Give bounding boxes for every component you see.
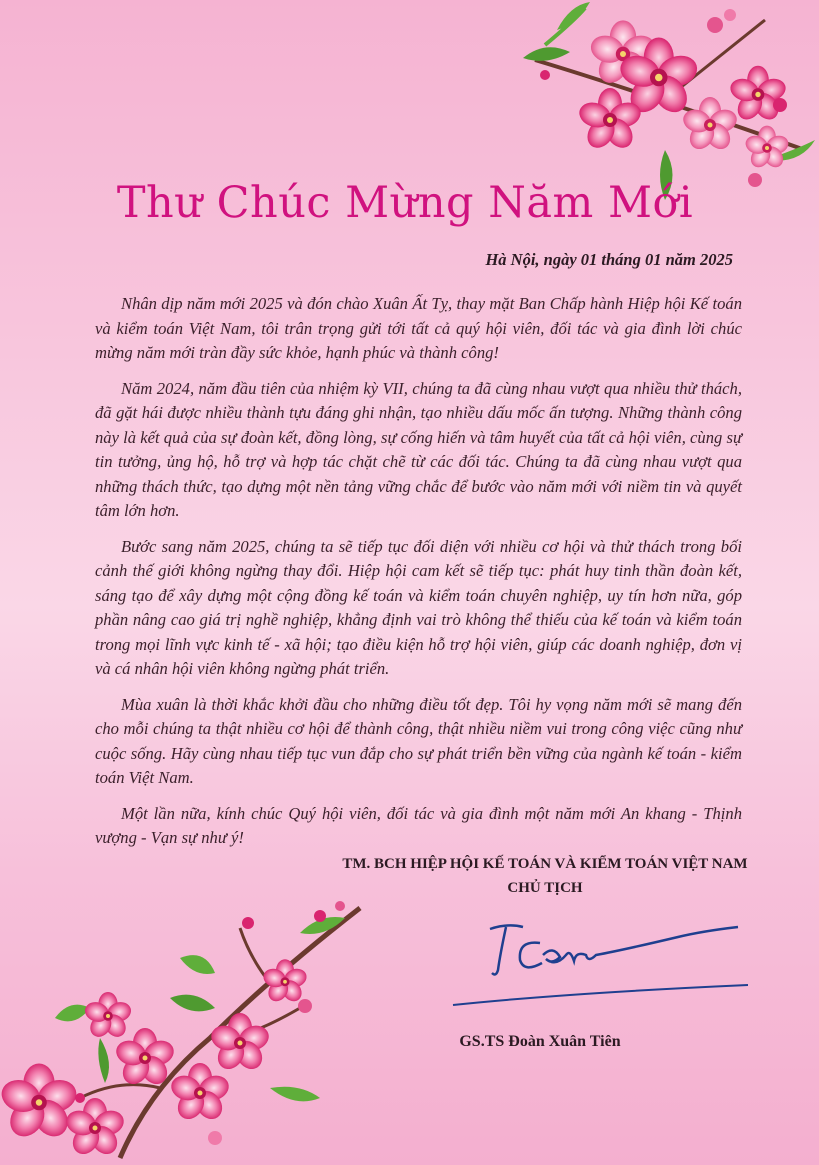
signature-org-line: TM. BCH HIỆP HỘI KẾ TOÁN VÀ KIỂM TOÁN VIỆT NAM xyxy=(342,856,748,872)
handwritten-signature-icon xyxy=(448,915,748,1015)
letter-body xyxy=(95,292,742,862)
paragraph: Bước sang năm 2025, chúng ta sẽ tiếp tục đối diện với nhiều cơ hội và thử thách trong bối cảnh thế giới không ngừng thay đổi. Hiệp hội cam kết sẽ tiếp tục: phát huy tinh thần đoàn kết, sáng tạo để xây dựng một cộng đồng kế toán và kiểm toán chuyên nghiệp, uy tín hơn nữa, góp phần nâng cao giá trị nghề nghiệp, khẳng định vai trò không thể thiếu của kế toán và kiểm toán trong mọi lĩnh vực kinh tế - xã hội; tạo điều kiện hỗ trợ hội viên, giúp các doanh nghiệp, đơn vị và cá nhân hội viên không ngừng phát triển. xyxy=(95,536,742,678)
letter-title: Thư Chúc Mừng Năm Mới xyxy=(116,178,694,228)
signer-name: GS.TS Đoàn Xuân Tiên xyxy=(459,1033,621,1050)
paragraph: Một lần nữa, kính chúc Quý hội viên, đối tác và gia đình một năm mới An khang - Thịnh vượng - Vạn sự như ý! xyxy=(95,803,742,847)
paragraph: Năm 2024, năm đầu tiên của nhiệm kỳ VII, chúng ta đã cùng nhau vượt qua nhiều thử thách, đã gặt hái được nhiều thành tựu đáng ghi nhận, tạo nhiều dấu mốc ấn tượng. Những thành công này là kết quả của sự đoàn kết, đồng lòng, sự cống hiến và tâm huyết của tất cả hội viên, cùng sự tin tưởng, ủng hộ, hỗ trợ và hợp tác chặt chẽ từ các đối tác. Chúng ta đã cùng nhau vượt qua những thách thức, tạo dựng một nền tảng vững chắc để bước vào năm mới với niềm tin và quyết tâm lớn hơn. xyxy=(95,378,742,520)
paragraph: Mùa xuân là thời khắc khởi đầu cho những điều tốt đẹp. Tôi hy vọng năm mới sẽ mang đến cho mỗi chúng ta thật nhiều cơ hội để thành công, thật nhiều niềm vui trong công việc cũng như cuộc sống. Hãy cùng nhau tiếp tục vun đắp cho sự phát triển bền vững của ngành kế toán - kiểm toán Việt Nam. xyxy=(95,694,742,787)
paragraph: Nhân dịp năm mới 2025 và đón chào Xuân Ất Tỵ, thay mặt Ban Chấp hành Hiệp hội Kế toán và kiểm toán Việt Nam, tôi trân trọng gửi tới tất cả quý hội viên, đối tác và gia đình lời chúc mừng năm mới tràn đầy sức khỏe, hạnh phúc và thành công! xyxy=(95,294,742,362)
peach-blossom-bottom-icon xyxy=(0,888,380,1165)
signature-title-line: CHỦ TỊCH xyxy=(507,880,583,896)
letter-date: Hà Nội, ngày 01 tháng 01 năm 2025 xyxy=(485,250,733,269)
